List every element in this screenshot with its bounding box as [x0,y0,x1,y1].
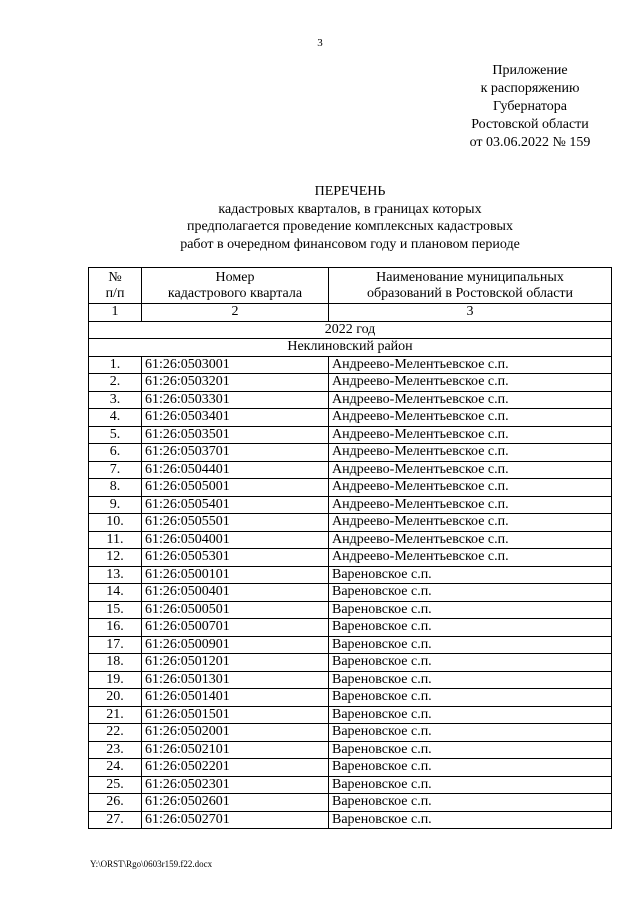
heading-line: кадастровых кварталов, в границах которых [218,201,482,217]
quarter-number: 61:26:0504001 [142,531,329,549]
table-row [89,654,612,672]
quarter-number: 61:26:0501201 [142,654,329,672]
municipality-name: Вареновское с.п. [329,776,612,794]
municipality-name: Андреево-Мелентьевское с.п. [329,496,612,514]
table-row [89,584,612,602]
table-row [89,479,612,497]
table-row [89,514,612,532]
municipality-name: Андреево-Мелентьевское с.п. [329,409,612,427]
municipality-name: Вареновское с.п. [329,741,612,759]
quarter-number: 61:26:0503501 [142,426,329,444]
row-number: 5. [89,426,142,444]
row-number: 3. [89,391,142,409]
row-number: 9. [89,496,142,514]
municipality-name: Вареновское с.п. [329,811,612,829]
row-number: 25. [89,776,142,794]
table-row [89,566,612,584]
quarter-number: 61:26:0500901 [142,636,329,654]
municipality-name: Андреево-Мелентьевское с.п. [329,461,612,479]
appendix-block [430,62,630,152]
table-row [89,776,612,794]
quarter-number: 61:26:0503201 [142,374,329,392]
municipality-name: Вареновское с.п. [329,636,612,654]
table-row [89,496,612,514]
appendix-line: Ростовской области [471,117,589,132]
column-number-row [89,304,612,322]
file-path-footer: Y:\ORST\Rgo\0603r159.f22.docx [90,859,213,869]
table-row [89,444,612,462]
municipality-name: Вареновское с.п. [329,601,612,619]
quarter-number: 61:26:0503301 [142,391,329,409]
table-row [89,619,612,637]
row-number: 8. [89,479,142,497]
row-number: 24. [89,759,142,777]
row-number: 23. [89,741,142,759]
quarters-table [88,267,612,829]
column-number: 2 [142,304,329,322]
header-quarter-line: кадастрового квартала [167,285,303,301]
quarter-number: 61:26:0502101 [142,741,329,759]
municipality-name: Андреево-Мелентьевское с.п. [329,374,612,392]
year-label: 2022 год [89,321,612,339]
heading-line: работ в очередном финансовом году и плановом периоде [180,236,520,252]
municipality-name: Андреево-Мелентьевское с.п. [329,479,612,497]
table-row [89,356,612,374]
row-number: 12. [89,549,142,567]
municipality-name: Вареновское с.п. [329,706,612,724]
row-number: 11. [89,531,142,549]
row-number: 21. [89,706,142,724]
municipality-name: Вареновское с.п. [329,619,612,637]
quarter-number: 61:26:0503701 [142,444,329,462]
quarter-number: 61:26:0501501 [142,706,329,724]
quarter-number: 61:26:0505501 [142,514,329,532]
header-municipality [329,268,612,304]
row-number: 19. [89,671,142,689]
municipality-name: Вареновское с.п. [329,689,612,707]
row-number: 14. [89,584,142,602]
table-header-row [89,268,612,304]
row-number: 26. [89,794,142,812]
table-row [89,706,612,724]
table-row [89,811,612,829]
quarter-number: 61:26:0501401 [142,689,329,707]
table-row [89,759,612,777]
appendix-line: от 03.06.2022 № 159 [469,135,591,150]
row-number: 22. [89,724,142,742]
quarter-number: 61:26:0502001 [142,724,329,742]
quarter-number: 61:26:0504401 [142,461,329,479]
row-number: 6. [89,444,142,462]
table-row [89,549,612,567]
appendix-line: Приложение [492,63,568,78]
header-number-line: п/п [105,285,125,301]
table-row [89,689,612,707]
row-number: 15. [89,601,142,619]
table-row [89,794,612,812]
quarter-number: 61:26:0505001 [142,479,329,497]
quarter-number: 61:26:0502201 [142,759,329,777]
quarter-number: 61:26:0502701 [142,811,329,829]
quarter-number: 61:26:0500401 [142,584,329,602]
municipality-name: Андреево-Мелентьевское с.п. [329,531,612,549]
municipality-name: Андреево-Мелентьевское с.п. [329,391,612,409]
municipality-name: Вареновское с.п. [329,671,612,689]
quarter-number: 61:26:0505301 [142,549,329,567]
municipality-name: Вареновское с.п. [329,759,612,777]
municipality-name: Вареновское с.п. [329,794,612,812]
appendix-line: Губернатора [492,99,568,114]
table-row [89,461,612,479]
page-number: 3 [317,37,323,49]
header-quarter-line: Номер [215,269,255,285]
municipality-name: Андреево-Мелентьевское с.п. [329,514,612,532]
table-row [89,531,612,549]
table-row [89,601,612,619]
municipality-name: Вареновское с.п. [329,724,612,742]
header-municipality-line: Наименование муниципальных [376,269,564,285]
quarter-number: 61:26:0501301 [142,671,329,689]
quarter-number: 61:26:0502601 [142,794,329,812]
table-row [89,636,612,654]
document-heading [90,183,610,253]
row-number: 18. [89,654,142,672]
row-number: 10. [89,514,142,532]
column-number: 1 [89,304,142,322]
row-number: 17. [89,636,142,654]
table-row [89,671,612,689]
row-number: 1. [89,356,142,374]
municipality-name: Вареновское с.п. [329,654,612,672]
row-number: 16. [89,619,142,637]
district-label: Неклиновский район [89,339,612,357]
row-number: 2. [89,374,142,392]
appendix-line: к распоряжению [480,81,580,96]
quarter-number: 61:26:0503001 [142,356,329,374]
table-row [89,391,612,409]
municipality-name: Андреево-Мелентьевское с.п. [329,444,612,462]
quarter-number: 61:26:0505401 [142,496,329,514]
quarter-number: 61:26:0500701 [142,619,329,637]
municipality-name: Андреево-Мелентьевское с.п. [329,549,612,567]
quarter-number: 61:26:0502301 [142,776,329,794]
municipality-name: Андреево-Мелентьевское с.п. [329,426,612,444]
quarter-number: 61:26:0503401 [142,409,329,427]
header-number-line: № [108,269,122,285]
quarter-number: 61:26:0500501 [142,601,329,619]
municipality-name: Вареновское с.п. [329,584,612,602]
quarter-number: 61:26:0500101 [142,566,329,584]
row-number: 20. [89,689,142,707]
year-row [89,321,612,339]
table-row [89,724,612,742]
table-row [89,374,612,392]
column-number: 3 [329,304,612,322]
header-quarter [142,268,329,304]
municipality-name: Андреево-Мелентьевское с.п. [329,356,612,374]
district-row [89,339,612,357]
row-number: 7. [89,461,142,479]
municipality-name: Вареновское с.п. [329,566,612,584]
header-number [89,268,142,304]
header-municipality-line: образований в Ростовской области [366,285,574,301]
row-number: 27. [89,811,142,829]
row-number: 13. [89,566,142,584]
heading-title: ПЕРЕЧЕНЬ [314,184,386,199]
table-row [89,741,612,759]
heading-line: предполагается проведение комплексных кадастровых [187,219,513,234]
row-number: 4. [89,409,142,427]
table-row [89,426,612,444]
table-row [89,409,612,427]
